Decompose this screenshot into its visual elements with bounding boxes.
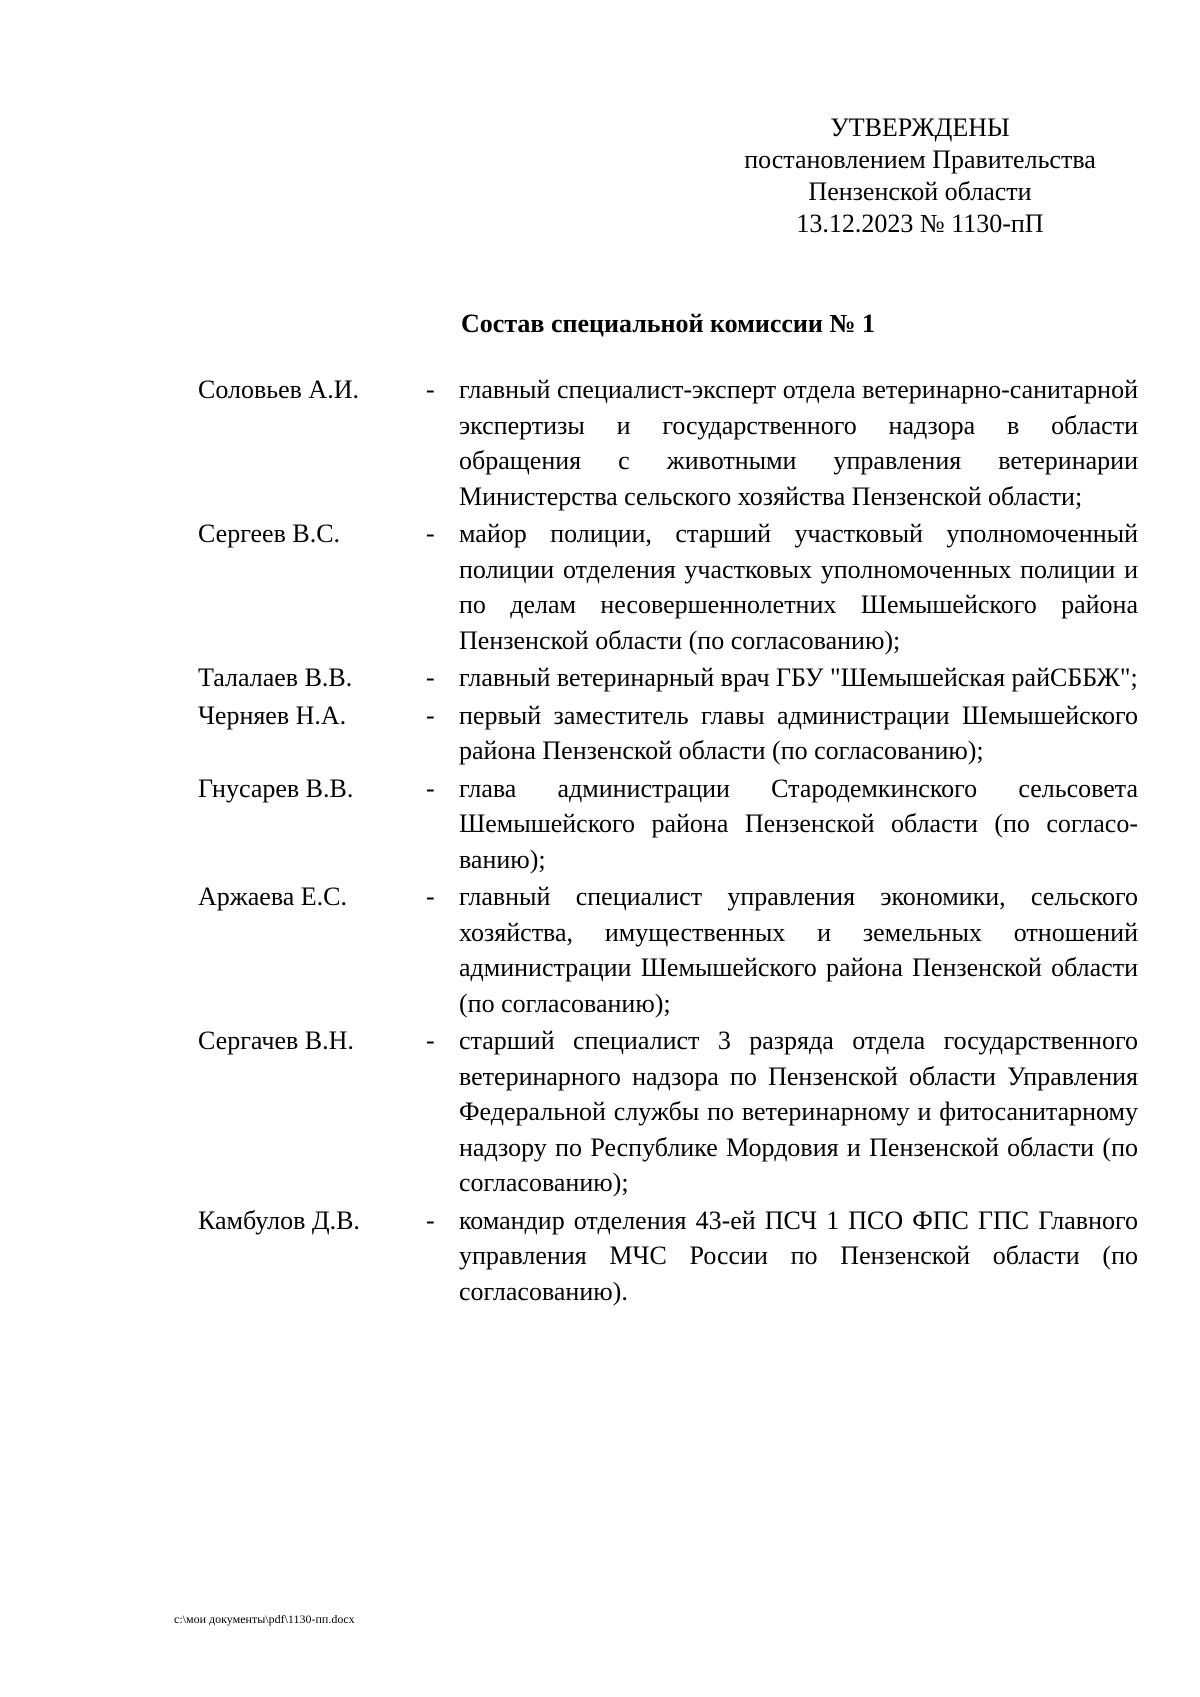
member-position: главный специалист управления экономики, сельского хозяйства, имущественных и земельных отношений администрации Шемышейского района Пензенской области (по согласованию); [459, 882, 1138, 1018]
footer-file-path: c:\мои документы\pdf\1130-пп.docx [174, 1612, 355, 1626]
member-row [198, 879, 1138, 1021]
approval-region: Пензенской области [808, 177, 1032, 206]
member-position: главный специалист-эксперт отдела ветеринарно-санитарной экспертизы и государственного надзора в области обращения с животными управления ветеринарии Министерства сельского хозяйства Пензенской области; [459, 375, 1138, 511]
member-dash: - [426, 375, 435, 404]
member-dash: - [426, 663, 435, 692]
member-name: Талалаев В.В. [198, 663, 353, 692]
member-name: Гнусарев В.В. [198, 773, 354, 803]
member-position: командир отделения 43-ей ПСЧ 1 ПСО ФПС ГПС Главного управления МЧС России по Пензенской области (по согласованию). [459, 1205, 1138, 1306]
member-dash: - [426, 700, 435, 730]
member-row [198, 660, 1138, 696]
member-dash: - [426, 1026, 435, 1055]
member-row [198, 698, 1138, 769]
member-row [198, 1023, 1138, 1201]
approval-block [700, 112, 1140, 240]
member-dash: - [426, 773, 435, 803]
member-name: Сергеев В.С. [198, 519, 341, 548]
commission-members-list [198, 372, 1138, 1311]
member-dash: - [426, 519, 435, 548]
member-row [198, 771, 1138, 878]
member-name: Аржаева Е.С. [198, 882, 348, 911]
approval-heading: УТВЕРЖДЕНЫ [830, 113, 1010, 142]
member-dash: - [426, 882, 435, 911]
member-name: Соловьев А.И. [198, 375, 359, 404]
member-row [198, 1203, 1138, 1310]
member-name: Камбулов Д.В. [198, 1205, 360, 1235]
member-position: майор полиции, старший участковый уполномоченный полиции отделения участковых уполномоченных полиции и по делам несовершеннолетних Шемышейского района Пензенской области (по согласованию); [459, 519, 1138, 655]
member-dash: - [426, 1205, 435, 1235]
member-position: первый заместитель главы администрации Шемышейского района Пензенской области (по согласованию); [459, 700, 1138, 765]
member-row [198, 516, 1138, 658]
member-position: главный ветеринарный врач ГБУ "Шемышейская райСББЖ"; [459, 663, 1138, 692]
member-row [198, 372, 1138, 514]
approval-date-number: 13.12.2023 № 1130-пП [796, 209, 1044, 238]
approval-resolution: постановлением Правительства [744, 145, 1096, 174]
document-title: Состав специальной комиссии № 1 [461, 309, 875, 338]
member-name: Сергачев В.Н. [198, 1026, 354, 1055]
member-position: глава администрации Стародемкинского сельсовета Шемышейского района Пензенской области (по согласованию); [459, 773, 1138, 874]
member-name: Черняев Н.А. [198, 700, 347, 730]
member-position: старший специалист 3 разряда отдела государственного ветеринарного надзора по Пензенской области Управления Федеральной службы по ветеринарному и фитосанитарному надзору по Республике Мордовия и Пензенской области (по согласованию); [459, 1026, 1138, 1197]
